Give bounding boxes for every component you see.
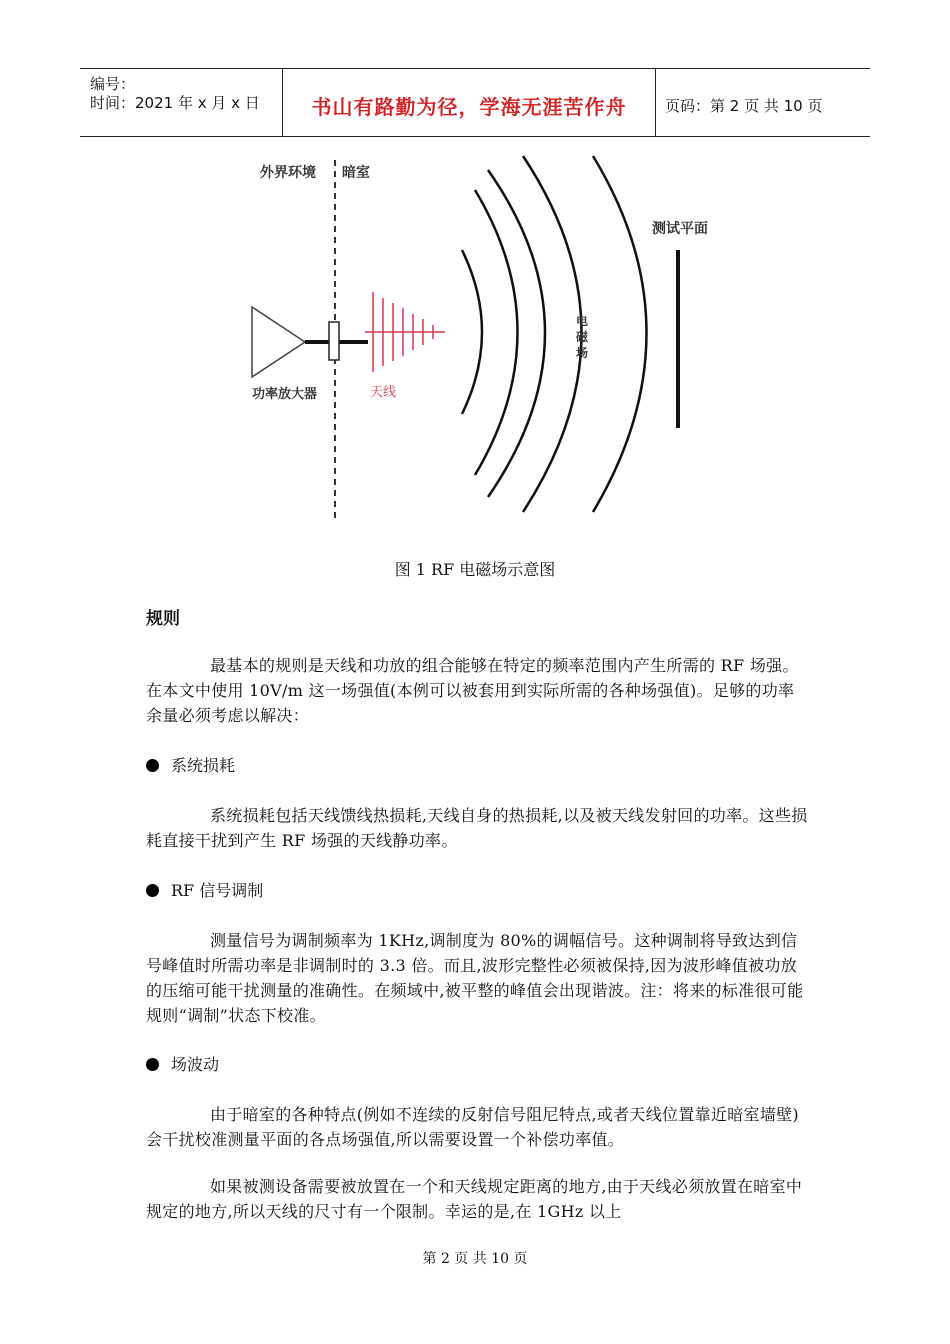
header-motto-cell — [283, 69, 656, 136]
page-number-label: 页码：第 2 页 共 10 页 — [665, 97, 823, 115]
em-field-arcs — [462, 156, 647, 512]
paragraph-2: 系统损耗包括天线馈线热损耗,天线自身的热损耗,以及被天线发射回的功率。这些损耗直接干扰到产生 RF 场强的天线静功率。 — [146, 806, 808, 850]
test-plane-label: 测试平面 — [652, 221, 708, 237]
antenna-icon — [365, 292, 445, 372]
bullet-field-fluctuation — [146, 1052, 219, 1075]
header-info-cell — [80, 69, 283, 136]
connector-block — [329, 322, 339, 360]
rf-field-diagram — [240, 150, 720, 520]
paragraph-5: 如果被测设备需要被放置在一个和天线规定距离的地方,由于天线必须放置在暗室中规定的地方,所以天线的尺寸有一个限制。幸运的是,在 1GHz 以上 — [146, 1177, 803, 1221]
bullet-dot-icon — [146, 884, 159, 897]
em-field-label-1: 电 — [576, 314, 589, 328]
figure-caption: 图 1 RF 电磁场示意图 — [394, 560, 556, 579]
amplifier-triangle-icon — [252, 307, 305, 377]
paragraph-3: 测量信号为调制频率为 1KHz,调制度为 80%的调幅信号。这种调制将导致达到信号峰值时所需功率是非调制时的 3.3 倍。而且,波形完整性必须被保持,因为波形峰值被功放的压缩可能干扰测量的准确性。在频域中,被平整的峰值会出现谐波。注：将来的标准很可能规则“调制”状态下校准。 — [146, 931, 804, 1025]
header-page-cell — [657, 69, 870, 136]
bullet-system-loss — [146, 753, 235, 776]
paragraph-4: 由于暗室的各种特点(例如不连续的反射信号阻尼特点,或者天线位置靠近暗室墙壁)会干扰校准测量平面的各点场强值,所以需要设置一个补偿功率值。 — [146, 1105, 799, 1149]
bullet-label: 场波动 — [171, 1055, 220, 1074]
section-title: 规则 — [146, 609, 180, 629]
antenna-label: 天线 — [370, 385, 397, 400]
amplifier-label: 功率放大器 — [252, 387, 318, 402]
bullet-label: 系统损耗 — [171, 756, 236, 775]
time-label: 时间：2021 年 x 月 x 日 — [90, 94, 260, 112]
bullet-dot-icon — [146, 759, 159, 772]
page-header — [80, 68, 870, 137]
em-field-label-2: 磁 — [576, 330, 589, 344]
page-footer: 第 2 页 共 10 页 — [422, 1251, 528, 1267]
bullet-rf-modulation — [146, 878, 263, 901]
outside-environment-label: 外界环境 — [260, 165, 316, 181]
darkroom-label: 暗室 — [342, 165, 370, 181]
motto: 书山有路勤为径，学海无涯苦作舟 — [311, 95, 627, 119]
number-label: 编号： — [90, 75, 136, 93]
bullet-label: RF 信号调制 — [171, 881, 264, 900]
bullet-dot-icon — [146, 1058, 159, 1071]
paragraph-1: 最基本的规则是天线和功放的组合能够在特定的频率范围内产生所需的 RF 场强。在本文中使用 10V/m 这一场强值(本例可以被套用到实际所需的各种场强值)。足够的功率余量必须考虑以解决： — [146, 656, 799, 725]
em-field-label-3: 场 — [576, 346, 589, 360]
